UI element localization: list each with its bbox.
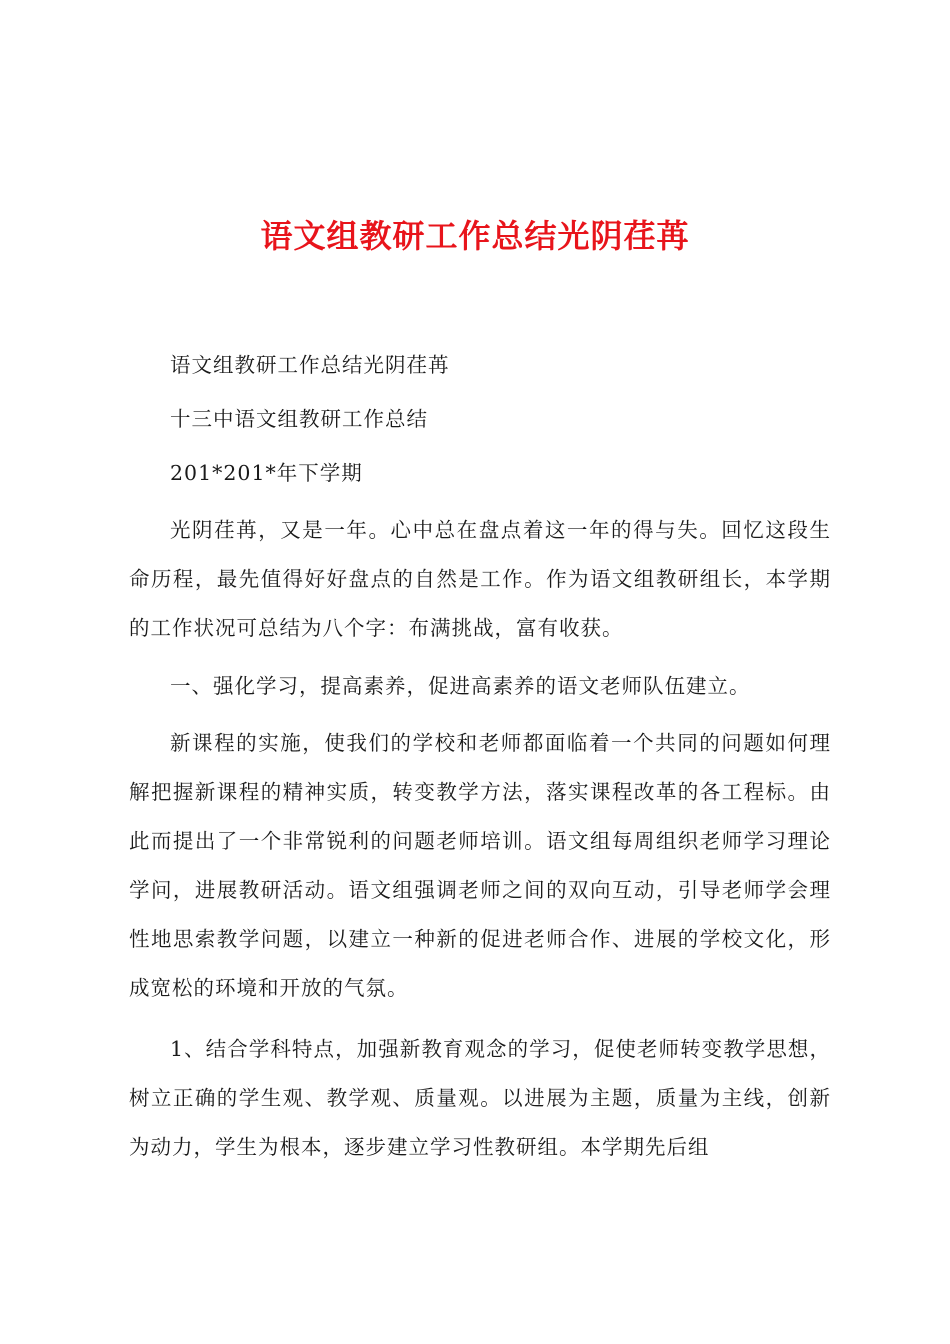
section-heading-1: 一、强化学习，提高素养，促进高素养的语文老师队伍建立。 xyxy=(170,674,751,698)
subtitle-line: 语文组教研工作总结光阴荏苒 xyxy=(170,353,450,377)
body-paragraph: 新课程的实施，使我们的学校和老师都面临着一个共同的问题如何理解把握新课程的精神实质，转变教学方法，落实课程改革的各工程标。由此而提出了一个非常锐利的问题老师培训。语文组每周组织老师学习理论学问，进展教研活动。语文组强调老师之间的双向互动，引导老师学会理性地思索教学问题，以建立一种新的促进老师合作、进展的学校文化，形成宽松的环境和开放的气氛。 xyxy=(129,731,831,1000)
intro-paragraph: 光阴荏苒，又是一年。心中总在盘点着这一年的得与失。回忆这段生命历程，最先值得好好盘点的自然是工作。作为语文组教研组长，本学期的工作状况可总结为八个字：布满挑战，富有收获。 xyxy=(129,518,831,640)
numbered-paragraph-1: 1、结合学科特点，加强新教育观念的学习，促使老师转变教学思想，树立正确的学生观、教学观、质量观。以进展为主题，质量为主线，创新为动力，学生为根本，逐步建立学习性教研组。本学期先后组 xyxy=(129,1037,831,1159)
semester-line: 201*201*年下学期 xyxy=(170,461,363,485)
document-body xyxy=(129,344,831,1184)
document-title: 语文组教研工作总结光阴荏苒 xyxy=(260,217,690,255)
report-heading: 十三中语文组教研工作总结 xyxy=(170,407,428,431)
